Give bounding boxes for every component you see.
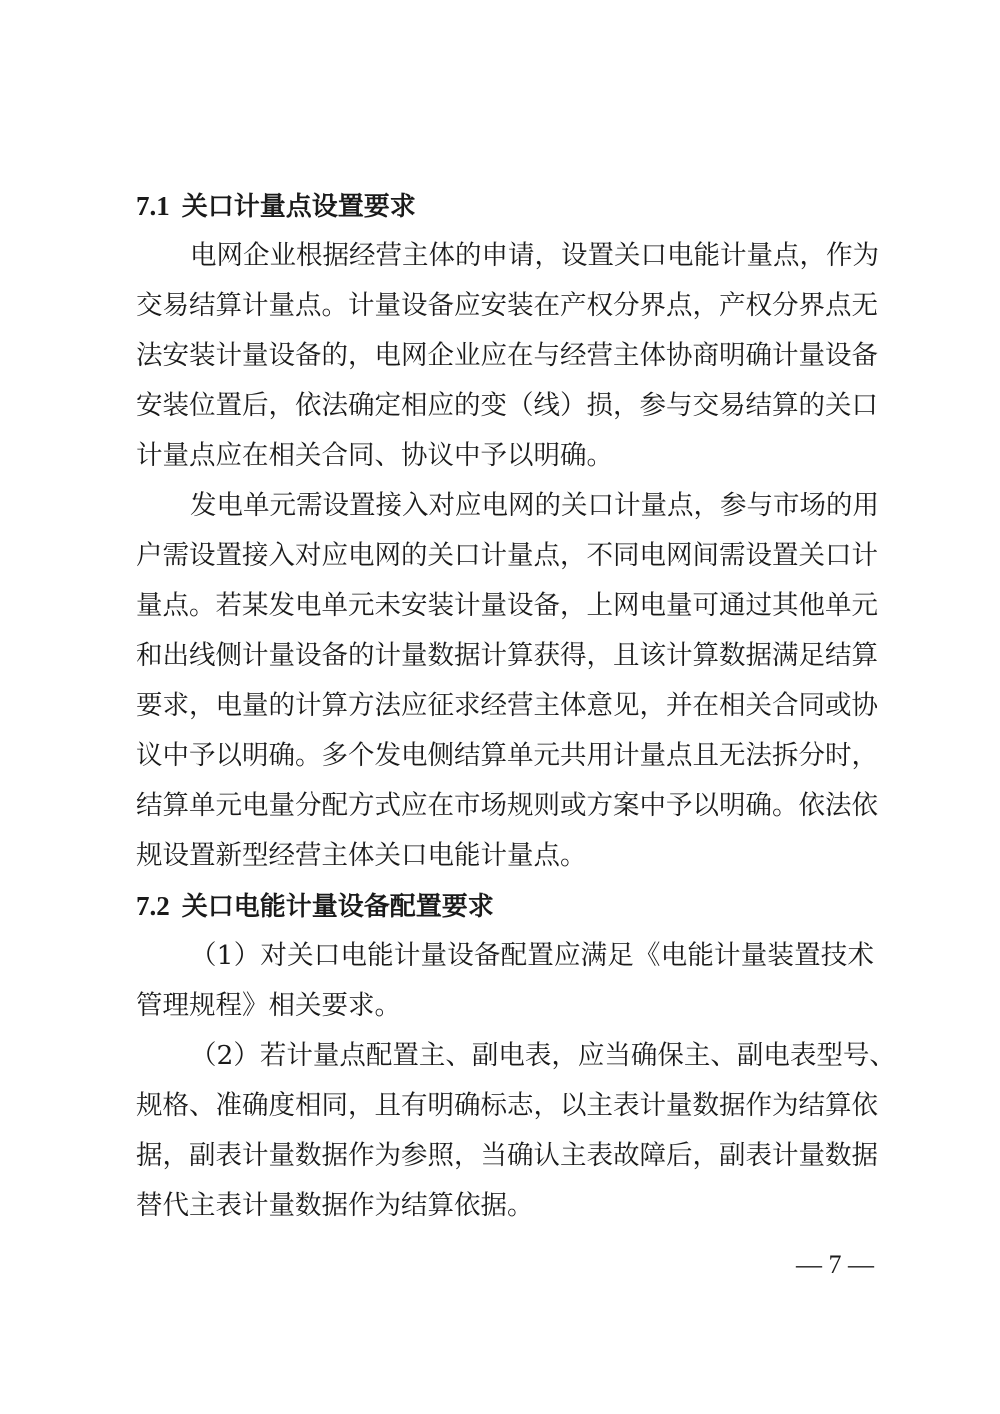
- section-title: 关口计量点设置要求: [181, 192, 416, 222]
- paragraph-line: 户需设置接入对应电网的关口计量点，不同电网间需设置关口计: [136, 540, 878, 571]
- paragraph-line: 据，副表计量数据作为参照，当确认主表故障后，副表计量数据: [136, 1140, 878, 1171]
- paragraph-line: 安装位置后，依法确定相应的变（线）损，参与交易结算的关口: [136, 390, 878, 421]
- paragraph-line: （1）对关口电能计量设备配置应满足《电能计量装置技术: [190, 940, 874, 971]
- paragraph-line: 交易结算计量点。计量设备应安装在产权分界点，产权分界点无: [136, 290, 878, 321]
- paragraph-line: 议中予以明确。多个发电侧结算单元共用计量点且无法拆分时，: [136, 740, 878, 771]
- section-title: 关口电能计量设备配置要求: [181, 892, 494, 922]
- section-heading-7-1: [136, 190, 416, 223]
- paragraph-line: 和出线侧计量设备的计量数据计算获得，且该计算数据满足结算: [136, 640, 878, 671]
- paragraph-line: 替代主表计量数据作为结算依据。: [136, 1190, 534, 1221]
- page-number: — 7 —: [796, 1250, 874, 1279]
- paragraph-line: 发电单元需设置接入对应电网的关口计量点，参与市场的用: [190, 490, 879, 521]
- paragraph-line: 规格、准确度相同，且有明确标志，以主表计量数据作为结算依: [136, 1090, 878, 1121]
- paragraph-line: 结算单元电量分配方式应在市场规则或方案中予以明确。依法依: [136, 790, 878, 821]
- paragraph-line: （2）若计量点配置主、副电表，应当确保主、副电表型号、: [190, 1040, 896, 1071]
- section-heading-7-2: [136, 890, 494, 923]
- section-number: 7.1: [136, 191, 170, 221]
- paragraph-line: 计量点应在相关合同、协议中予以明确。: [136, 440, 613, 471]
- paragraph-line: 电网企业根据经营主体的申请，设置关口电能计量点，作为: [190, 240, 879, 271]
- paragraph-line: 规设置新型经营主体关口电能计量点。: [136, 840, 587, 871]
- paragraph-line: 法安装计量设备的，电网企业应在与经营主体协商明确计量设备: [136, 340, 878, 371]
- paragraph-line: 量点。若某发电单元未安装计量设备，上网电量可通过其他单元: [136, 590, 878, 621]
- section-number: 7.2: [136, 891, 170, 921]
- paragraph-line: 要求，电量的计算方法应征求经营主体意见，并在相关合同或协: [136, 690, 878, 721]
- paragraph-line: 管理规程》相关要求。: [136, 990, 401, 1021]
